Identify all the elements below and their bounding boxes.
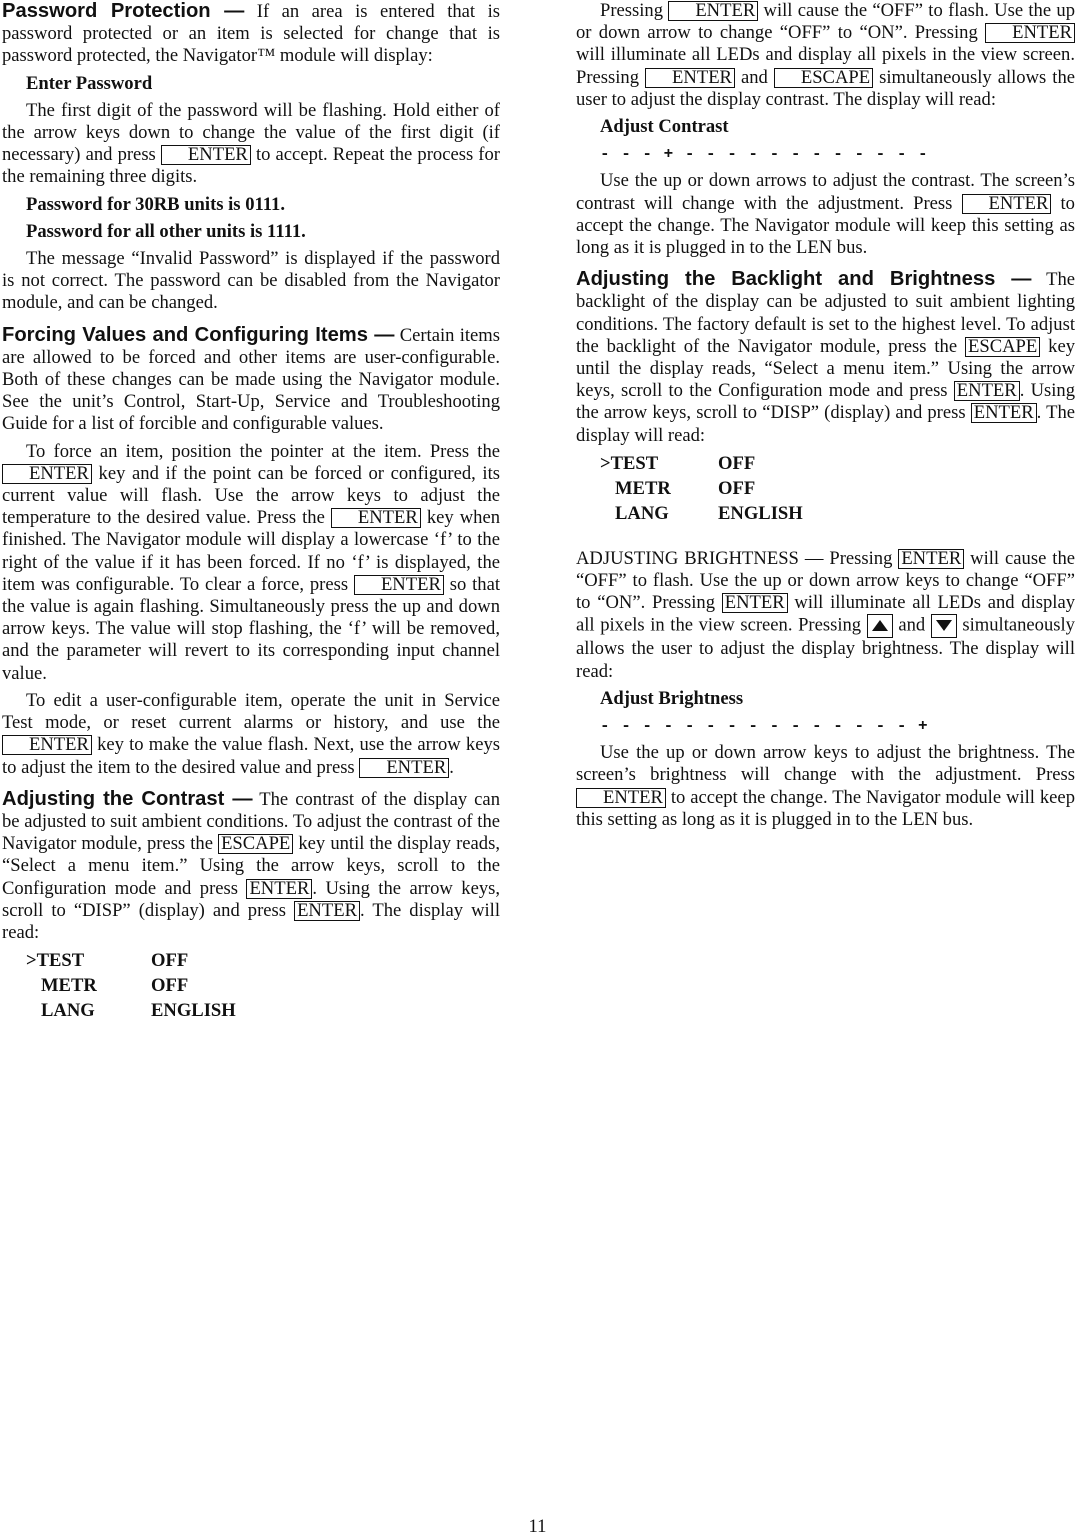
enter-key: ENTER	[898, 549, 964, 569]
forcing-values-heading: Forcing Values and Configuring Items —	[2, 323, 395, 346]
contrast-continued-paragraph: Pressing ENTER will cause the “OFF” to flash. Use the up or down arrow to change “OFF” to “ON”. Pressing ENTER will illuminate all LEDs and display all pixels in the view screen. Pressing ENTER and ESCAPE simultaneously allows the user to adjust the display contrast. The display will read:	[576, 0, 1075, 110]
display-readout	[2, 948, 500, 1023]
enter-key: ENTER	[161, 145, 251, 165]
left-column	[2, 0, 500, 1023]
contrast-adjust-paragraph: Use the up or down arrows to adjust the contrast. The screen’s contrast will change with the adjustment. Press ENTER to accept the change. The Navigator module will keep this setting as long as it is plugged in to the LEN bus.	[576, 170, 1075, 259]
enter-key: ENTER	[722, 593, 788, 613]
up-arrow-icon	[867, 614, 893, 638]
down-arrow-icon	[931, 614, 957, 638]
display-row: >TEST OFF	[26, 950, 189, 972]
contrast-bar: - - - + - - - - - - - - - - - -	[600, 145, 929, 164]
right-column	[576, 0, 1075, 831]
enter-key: ENTER	[668, 1, 758, 21]
brightness-paragraph: ADJUSTING BRIGHTNESS — Pressing ENTER will cause the “OFF” to flash. Use the up or down arrow keys to change “OFF” to “ON”. Pressing ENTER will illuminate all LEDs and display all pixels in the view screen. Pressing and simultaneously allows the user to adjust the display brightness. The display will read:	[576, 547, 1075, 682]
enter-key: ENTER	[962, 194, 1052, 214]
enter-key: ENTER	[954, 381, 1020, 401]
display-row: METR OFF	[41, 975, 189, 997]
enter-key: ENTER	[354, 575, 444, 595]
escape-key: ESCAPE	[774, 68, 873, 88]
display-row: LANG ENGLISH	[41, 1000, 236, 1022]
force-item-paragraph: To force an item, position the pointer at the item. Press the ENTER key and if the point can be forced or configured, its current value will flash. Use the arrow keys to adjust the temperature to the desired value. Press the ENTER key when finished. The Navigator module will display a lowercase ‘f’ to the right of the value if it has been forced. If no ‘f’ is displayed, the item was configurable. To clear a force, press ENTER so that the value is again flashing. Simultaneously press the up and down arrow keys. The value will stop flashing, the ‘f’ will be removed, and the parameter will revert to its corresponding input channel value.	[2, 440, 500, 684]
brightness-adjust-paragraph: Use the up or down arrow keys to adjust the brightness. The screen’s brightness will change with the adjustment. Press ENTER to accept the change. The Navigator module will keep this setting as long as it is plugged in to the LEN bus.	[576, 742, 1075, 830]
edit-item-paragraph: To edit a user-configurable item, operate the unit in Service Test mode, or reset current alarms or history, and use the ENTER key to make the value flash. Next, use the arrow keys to adjust the item to the desired value and press ENTER .	[2, 689, 500, 778]
enter-key: ENTER	[331, 508, 421, 528]
display-readout	[576, 451, 1075, 526]
contrast-heading: Adjusting the Contrast —	[2, 787, 253, 810]
enter-key: ENTER	[971, 403, 1037, 423]
backlight-paragraph: Adjusting the Backlight and Brightness — The backlight of the display can be adjusted to suit ambient lighting conditions. The factory default is set to the highest level. To adjust the backlight of the Navigator module, press the ESCAPE key until the display reads, “Select a menu item.” Using the arrow keys, scroll to the Configuration mode and press ENTER . Using the arrow keys, scroll to “DISP” (display) and press ENTER . The display will read:	[576, 268, 1075, 446]
backlight-heading: Adjusting the Backlight and Brightness —	[576, 268, 1032, 291]
adjust-brightness-display: Adjust Brightness	[600, 687, 744, 709]
display-row: METR OFF	[615, 477, 756, 499]
page-number: 11	[528, 1516, 547, 1537]
adjust-contrast-display: Adjust Contrast	[600, 116, 729, 138]
invalid-password-paragraph: The message “Invalid Password” is displayed if the password is not correct. The password can be disabled from the Navigator module, and can be changed.	[2, 248, 500, 314]
escape-key: ESCAPE	[965, 337, 1040, 357]
forcing-values-paragraph: Forcing Values and Configuring Items — Certain items are allowed to be forced and other items are user-configurable. Both of these changes can be made using the Navigator module. See the unit’s Control, Start-Up, Service and Troubleshooting Guide for a list of forcible and configurable values.	[2, 323, 500, 435]
enter-password-display: Enter Password	[26, 72, 153, 94]
display-row: LANG ENGLISH	[615, 502, 803, 524]
enter-key: ENTER	[246, 879, 312, 899]
contrast-paragraph: Adjusting the Contrast — The contrast of the display can be adjusted to suit ambient conditions. To adjust the contrast of the Navigator module, press the ESCAPE key until the display reads, “Select a menu item.” Using the arrow keys, scroll to the Configuration mode and press ENTER . Using the arrow keys, scroll to “DISP” (display) and press ENTER . The display will read:	[2, 787, 500, 943]
enter-key: ENTER	[985, 23, 1075, 43]
enter-key: ENTER	[576, 788, 666, 808]
password-other: Password for all other units is 1111.	[26, 220, 306, 242]
enter-key: ENTER	[2, 735, 92, 755]
password-30rb: Password for 30RB units is 0111.	[26, 193, 285, 215]
escape-key: ESCAPE	[218, 834, 293, 854]
password-protection-paragraph: Password Protection — If an area is entered that is password protected or an item is selected for change that is password protected, the Navigator™ module will display:	[2, 0, 500, 67]
brightness-bar: - - - - - - - - - - - - - - - +	[600, 717, 929, 736]
display-row: >TEST OFF	[600, 452, 756, 474]
password-protection-heading: Password Protection —	[2, 0, 245, 22]
enter-key: ENTER	[359, 758, 449, 778]
enter-key: ENTER	[294, 901, 360, 921]
enter-key: ENTER	[645, 68, 735, 88]
enter-key: ENTER	[2, 464, 92, 484]
password-instructions: The first digit of the password will be flashing. Hold either of the arrow keys down to change the value of the first digit (if necessary) and press ENTER to accept. Repeat the process for the remaining three digits.	[2, 99, 500, 188]
